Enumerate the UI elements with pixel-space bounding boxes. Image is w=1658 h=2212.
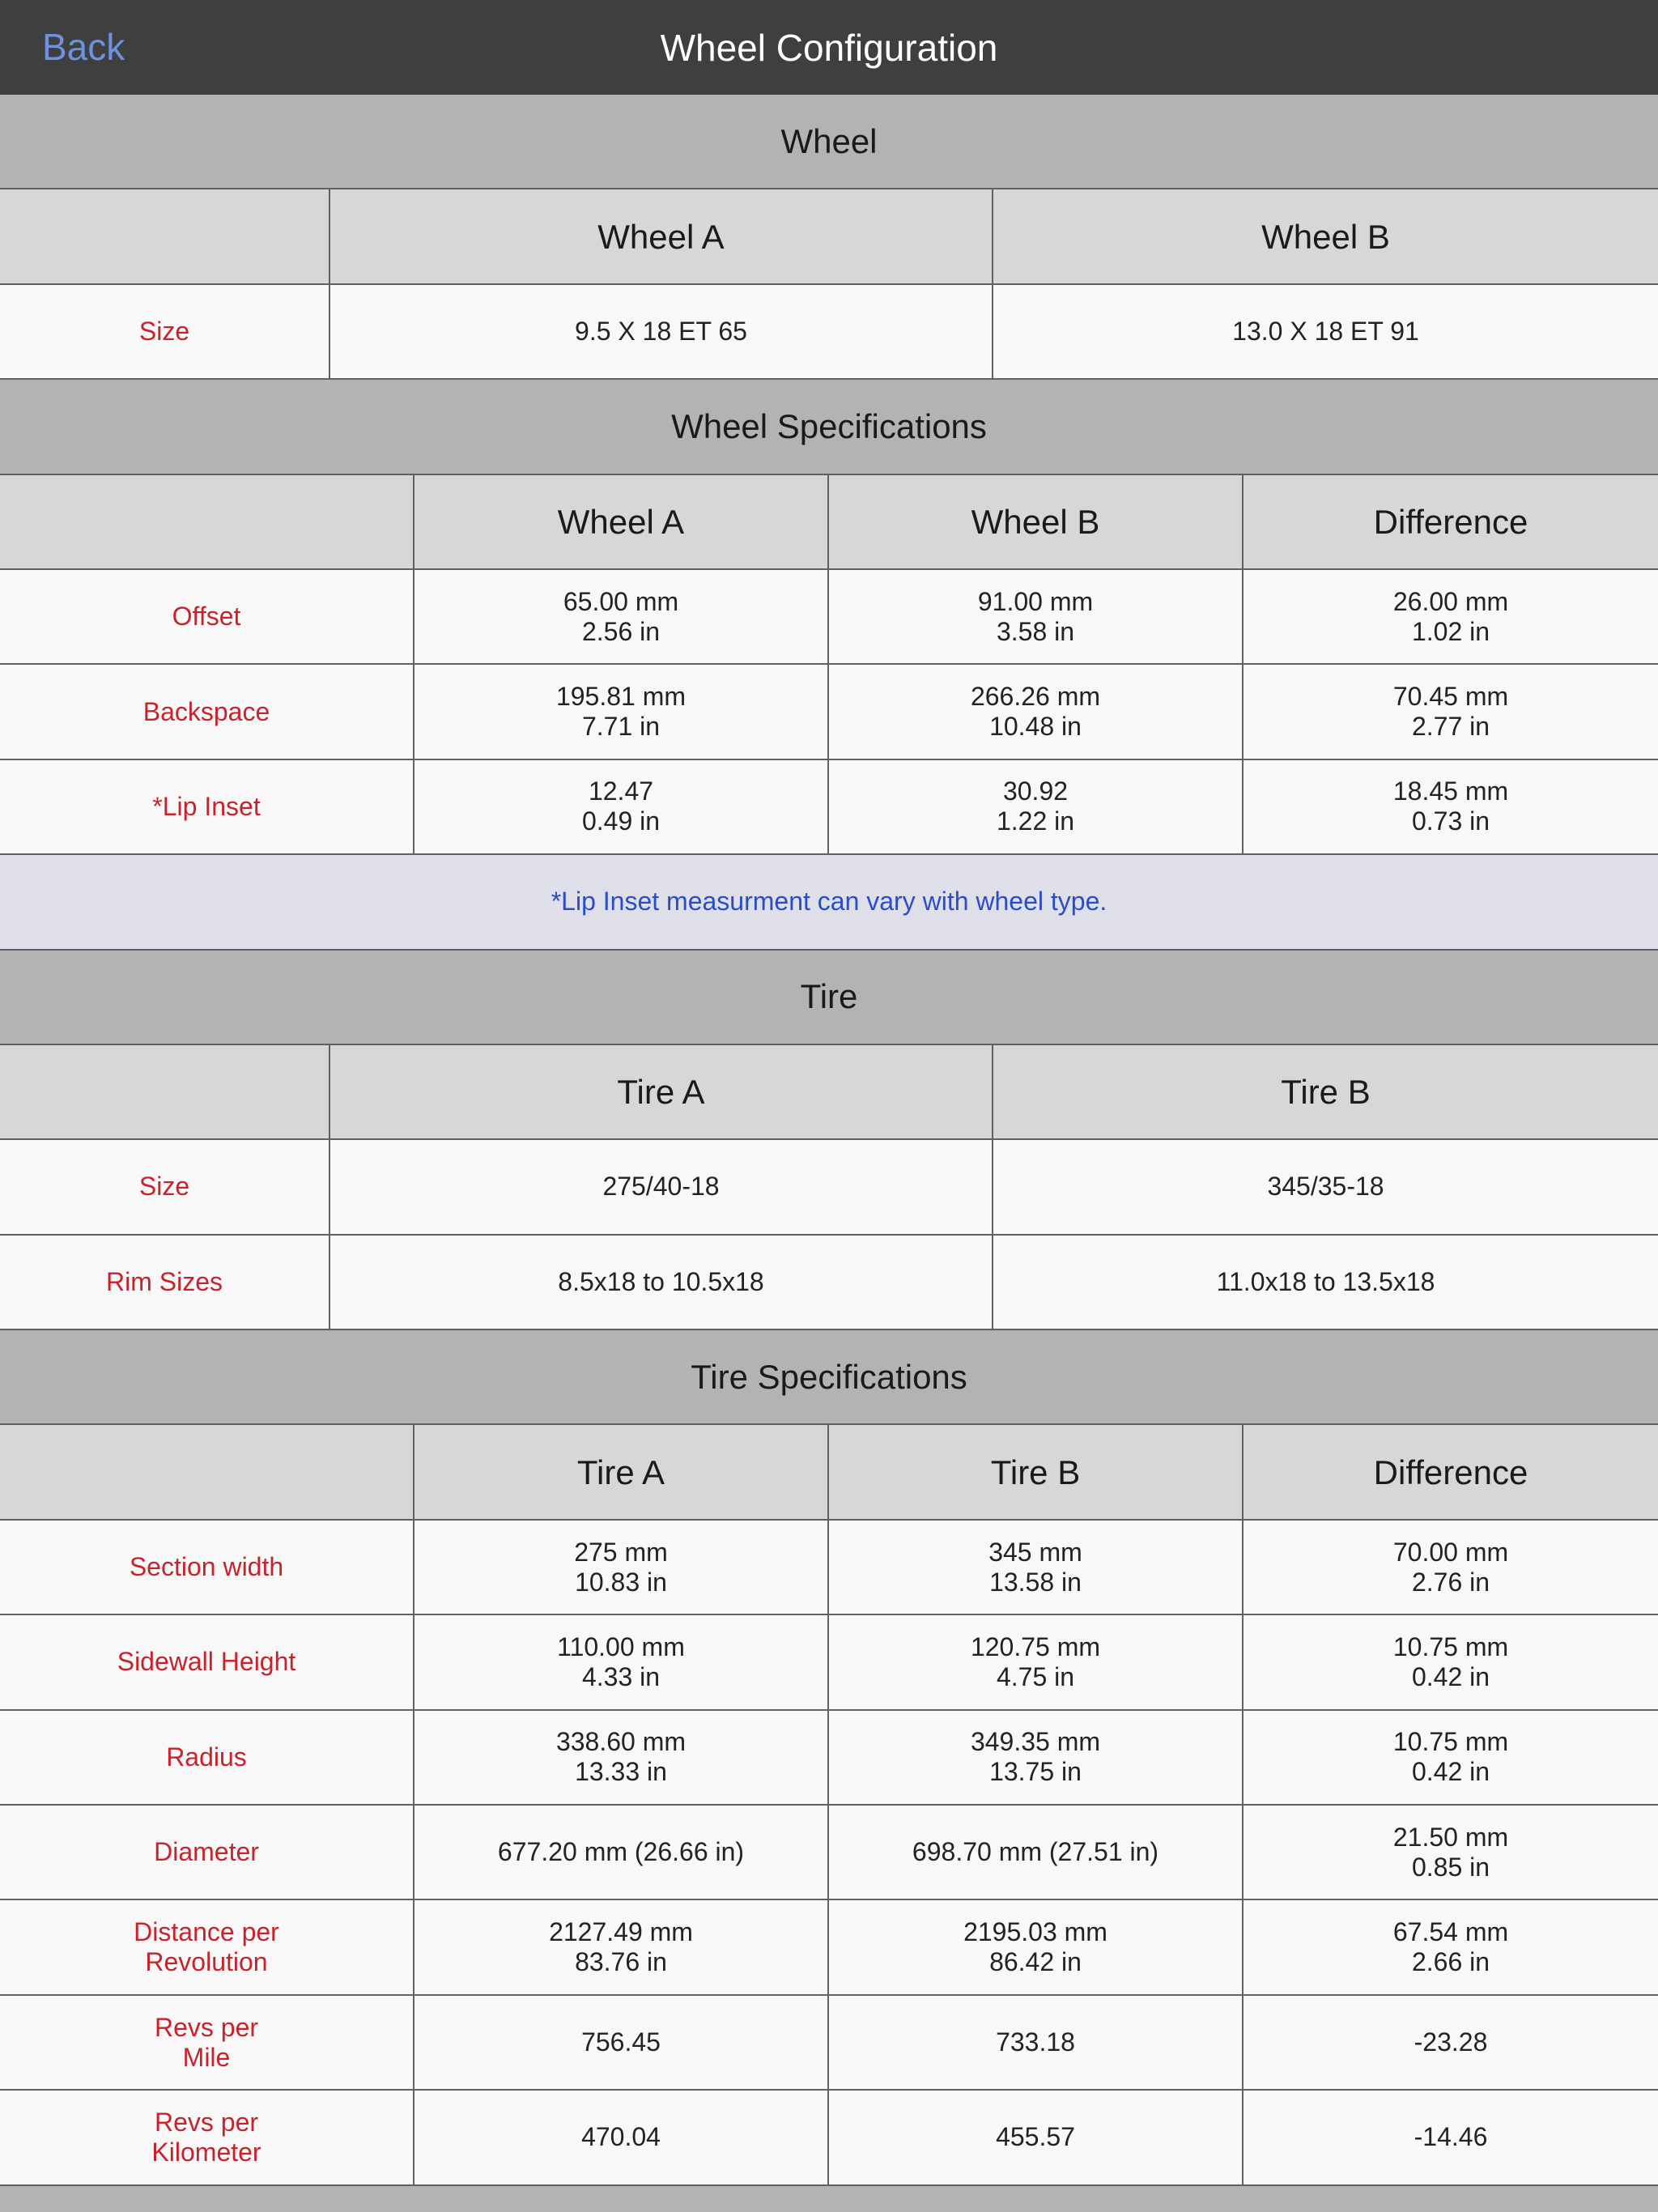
value-b [829, 665, 1244, 758]
table-row-diameter [0, 1806, 1658, 1900]
row-label-sidewall-height-line: Sidewall Height [117, 1647, 296, 1677]
value-b [829, 1711, 1244, 1804]
value-difference-line: 70.45 mm [1392, 682, 1509, 712]
header-cell-empty [0, 1425, 414, 1518]
row-label-offset: Offset [0, 570, 414, 663]
table-row-radius [0, 1711, 1658, 1806]
row-label-size: Size [0, 285, 330, 378]
value-difference-line: 10.75 mm [1392, 1631, 1509, 1661]
value-b-line: 30.92 [1002, 776, 1069, 806]
row-label-backspace: Backspace [0, 665, 414, 758]
value-a [414, 1900, 829, 1993]
value-difference-line: 26.00 mm [1392, 586, 1509, 616]
row-label-revs-per-mile [0, 1996, 414, 2089]
value-difference [1244, 1900, 1658, 1993]
value-difference [1244, 1996, 1658, 2089]
header-cell-wheel-a: Wheel A [414, 475, 829, 568]
table-row-lip-inset [0, 760, 1658, 855]
value-b-line: 3.58 in [996, 616, 1075, 646]
row-label-distance-per-revolution-line: Revolution [145, 1947, 268, 1977]
lip-inset-note: *Lip Inset measurment can vary with wheel type. [0, 855, 1658, 950]
value-b-line: 698.70 mm (27.51 in) [912, 1837, 1159, 1867]
value-b-line: 86.42 in [989, 1947, 1082, 1977]
row-label-diameter-line: Diameter [154, 1837, 259, 1867]
table-row-revs-per-kilometer [0, 2091, 1658, 2185]
value-a [414, 1521, 829, 1614]
row-label-distance-per-revolution-line: Distance per [134, 1917, 279, 1947]
value-a-line: 110.00 mm [557, 1631, 685, 1661]
value-difference [1244, 1615, 1658, 1708]
row-label-diameter [0, 1806, 414, 1899]
value-b-line: 13.75 in [989, 1757, 1082, 1787]
table-row-revs-per-mile [0, 1996, 1658, 2091]
header-cell-tire-a: Tire A [414, 1425, 829, 1518]
tire-b-rim-sizes: 11.0x18 to 13.5x18 [1216, 1266, 1435, 1296]
value-a [414, 1996, 829, 2089]
row-label-distance-per-revolution [0, 1900, 414, 1993]
value-b-line: 455.57 [996, 2122, 1075, 2152]
value-a-line: 195.81 mm [555, 682, 687, 712]
value-difference [1244, 665, 1658, 758]
value-difference-line: 0.85 in [1411, 1852, 1490, 1882]
header-cell-tire-a: Tire A [330, 1045, 993, 1138]
value-difference-line: 67.54 mm [1392, 1917, 1509, 1947]
row-label-radius-line: Radius [166, 1742, 247, 1772]
value-difference-line: 10.75 mm [1392, 1727, 1509, 1757]
row-label-revs-per-kilometer-line: Revs per [154, 2107, 259, 2137]
value-b [829, 2091, 1244, 2184]
wheel-a-size: 9.5 X 18 ET 65 [330, 285, 993, 378]
value-b-line: 13.58 in [989, 1567, 1082, 1597]
row-label-radius [0, 1711, 414, 1804]
tire-header-row [0, 1045, 1658, 1140]
wheel-size-row [0, 285, 1658, 380]
value-difference [1244, 1806, 1658, 1899]
value-b-line: 733.18 [996, 2027, 1075, 2057]
row-label-revs-per-mile-line: Revs per [154, 2012, 259, 2042]
header-cell-wheel-b: Wheel B [1261, 217, 1390, 256]
value-a-line: 0.49 in [581, 806, 661, 836]
value-b-line: 91.00 mm [977, 586, 1094, 616]
value-b-line: 120.75 mm [970, 1631, 1101, 1661]
next-section-header-partial [0, 2186, 1658, 2212]
tire-size-row [0, 1140, 1658, 1235]
header-cell-tire-b: Tire B [829, 1425, 1244, 1518]
value-b [829, 1806, 1244, 1899]
tire-rim-sizes-row [0, 1236, 1658, 1330]
wheel-b-size: 13.0 X 18 ET 91 [1232, 316, 1419, 346]
row-label-revs-per-kilometer [0, 2091, 414, 2184]
table-row-section-width [0, 1521, 1658, 1615]
value-b [829, 1521, 1244, 1614]
back-button[interactable]: Back [42, 26, 125, 68]
header-cell-difference: Difference [1373, 1453, 1528, 1491]
row-label-size: Size [0, 1140, 330, 1233]
value-a-line: 275 mm [574, 1537, 668, 1567]
value-b-line: 345 mm [988, 1537, 1082, 1567]
value-b [829, 760, 1244, 853]
value-difference [1244, 2091, 1658, 2184]
value-difference-line: -14.46 [1414, 2122, 1488, 2152]
tire-spec-rows [0, 1521, 1658, 2186]
header-cell-tire-b: Tire B [1281, 1073, 1371, 1112]
tire-a-rim-sizes: 8.5x18 to 10.5x18 [330, 1236, 993, 1329]
value-difference-line: 0.73 in [1411, 806, 1490, 836]
value-a-line: 10.83 in [575, 1567, 667, 1597]
nav-bar [0, 0, 1658, 95]
value-a-line: 65.00 mm [563, 586, 679, 616]
tire-specs-header-row [0, 1425, 1658, 1520]
page-title: Wheel Configuration [660, 26, 998, 69]
value-a-line: 470.04 [581, 2122, 661, 2152]
value-b [829, 1615, 1244, 1708]
header-cell-empty [0, 189, 330, 283]
row-label-lip-inset: *Lip Inset [0, 760, 414, 853]
value-difference [1244, 760, 1658, 853]
value-b-line: 349.35 mm [970, 1727, 1101, 1757]
table-row-backspace [0, 665, 1658, 759]
value-a-line: 83.76 in [575, 1947, 667, 1977]
value-a [414, 1615, 829, 1708]
row-label-sidewall-height [0, 1615, 414, 1708]
value-difference-line: 2.66 in [1411, 1947, 1490, 1977]
value-difference-line: 2.76 in [1411, 1567, 1490, 1597]
tire-b-size: 345/35-18 [1267, 1172, 1384, 1202]
value-a-line: 2127.49 mm [549, 1917, 693, 1947]
wheel-spec-rows [0, 570, 1658, 855]
row-label-revs-per-kilometer-line: Kilometer [151, 2137, 261, 2167]
header-cell-empty [0, 475, 414, 568]
value-a [414, 1806, 829, 1899]
value-a [414, 2091, 829, 2184]
value-b-line: 1.22 in [996, 806, 1075, 836]
row-label-revs-per-mile-line: Mile [182, 2042, 231, 2072]
table-row-offset [0, 570, 1658, 665]
value-a [414, 760, 829, 853]
value-a-line: 7.71 in [581, 712, 661, 742]
value-difference-line: 21.50 mm [1392, 1822, 1509, 1852]
value-difference-line: 2.77 in [1411, 712, 1490, 742]
value-a [414, 1711, 829, 1804]
value-a-line: 4.33 in [581, 1661, 661, 1691]
value-difference-line: 1.02 in [1411, 616, 1490, 646]
section-header-tire: Tire [0, 951, 1658, 1045]
value-difference-line: 0.42 in [1411, 1661, 1490, 1691]
content [0, 95, 1658, 2186]
value-difference [1244, 570, 1658, 663]
value-a [414, 665, 829, 758]
table-row-distance-per-revolution [0, 1900, 1658, 1995]
header-cell-wheel-a: Wheel A [330, 189, 993, 283]
value-difference [1244, 1711, 1658, 1804]
value-difference-line: 18.45 mm [1392, 776, 1509, 806]
row-label-section-width-line: Section width [129, 1552, 284, 1582]
value-b [829, 570, 1244, 663]
value-a-line: 338.60 mm [555, 1727, 687, 1757]
value-a-line: 756.45 [581, 2027, 661, 2057]
header-cell-wheel-b: Wheel B [829, 475, 1244, 568]
value-b [829, 1996, 1244, 2089]
value-b [829, 1900, 1244, 1993]
value-b-line: 2195.03 mm [963, 1917, 1107, 1947]
value-b-line: 10.48 in [989, 712, 1082, 742]
row-label-section-width [0, 1521, 414, 1614]
row-label-rim-sizes: Rim Sizes [0, 1236, 330, 1329]
value-b-line: 4.75 in [996, 1661, 1075, 1691]
header-cell-empty [0, 1045, 330, 1138]
header-cell-difference: Difference [1373, 502, 1528, 541]
value-difference-line: -23.28 [1414, 2027, 1488, 2057]
value-a-line: 12.47 [588, 776, 654, 806]
value-difference-line: 0.42 in [1411, 1757, 1490, 1787]
section-header-wheel-specs: Wheel Specifications [0, 380, 1658, 474]
section-header-tire-specs: Tire Specifications [0, 1330, 1658, 1425]
value-a [414, 570, 829, 663]
table-row-sidewall-height [0, 1615, 1658, 1710]
value-difference [1244, 1521, 1658, 1614]
tire-a-size: 275/40-18 [330, 1140, 993, 1233]
wheel-specs-header-row [0, 475, 1658, 570]
value-difference-line: 70.00 mm [1392, 1537, 1509, 1567]
wheel-header-row [0, 189, 1658, 284]
section-header-wheel: Wheel [0, 95, 1658, 189]
value-a-line: 677.20 mm (26.66 in) [497, 1837, 745, 1867]
value-a-line: 13.33 in [575, 1757, 667, 1787]
value-b-line: 266.26 mm [970, 682, 1101, 712]
value-a-line: 2.56 in [581, 616, 661, 646]
